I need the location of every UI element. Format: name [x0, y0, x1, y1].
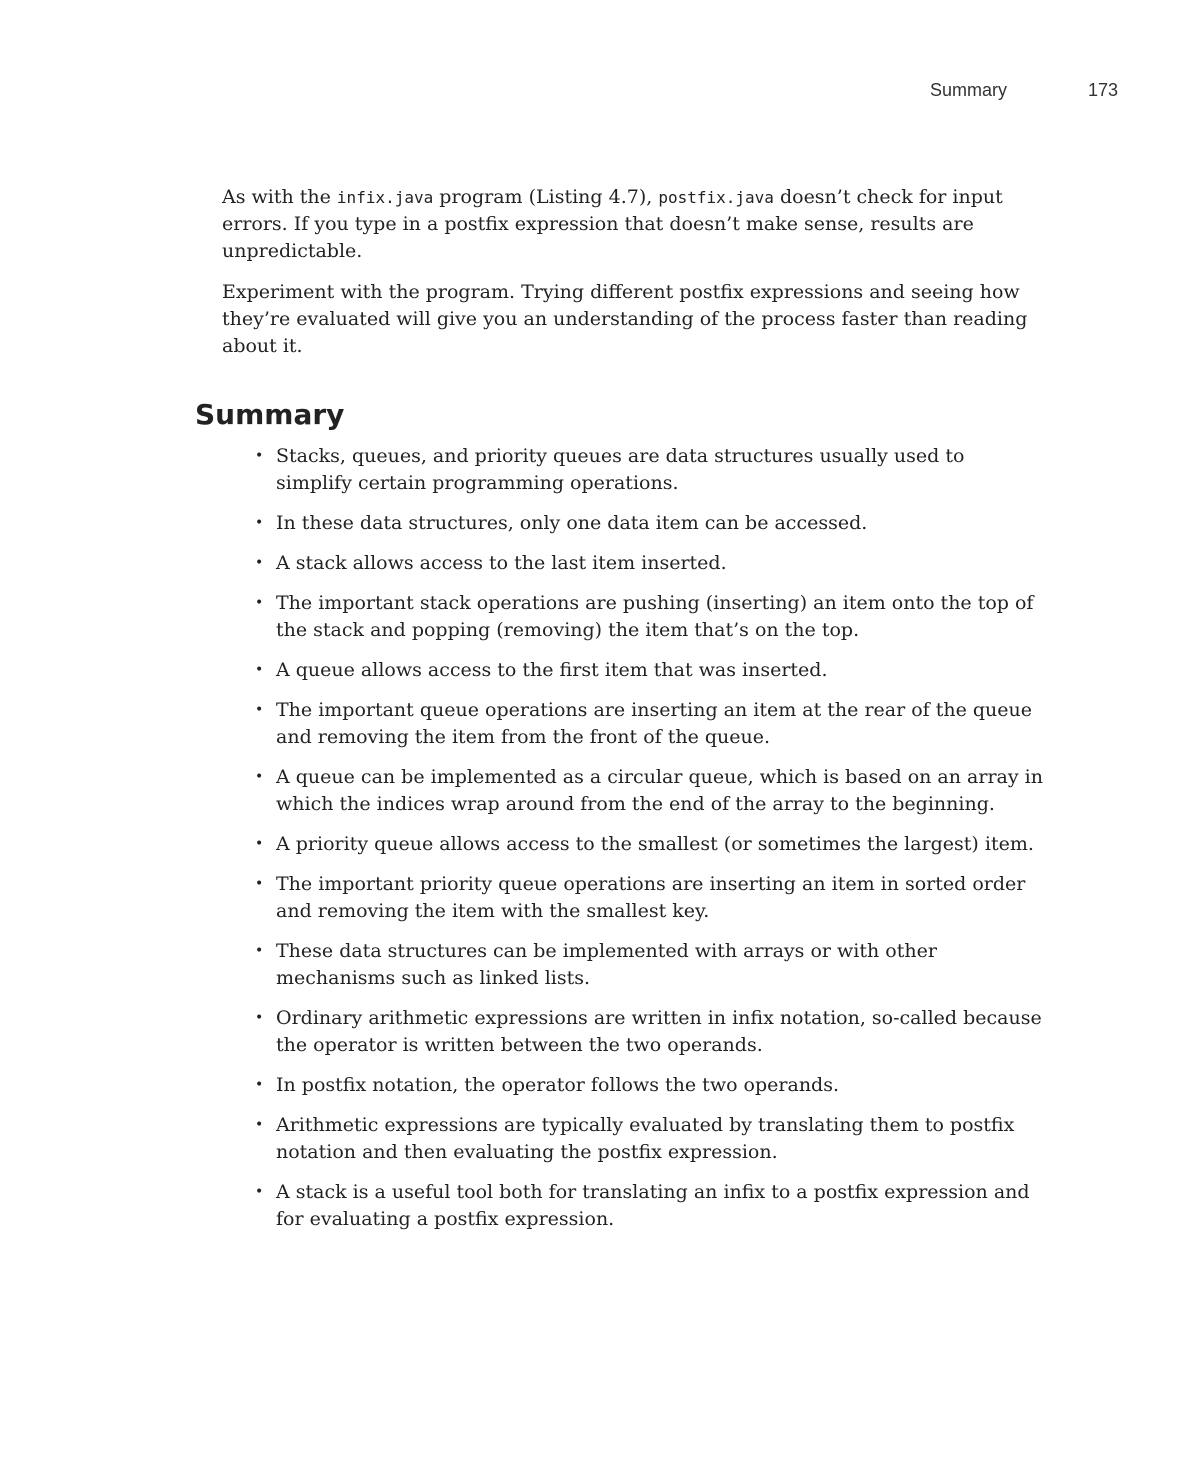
list-item: [255, 443, 1045, 497]
bullet-icon: •: [255, 702, 264, 718]
list-item-text: In postfix notation, the operator follows the two operands.: [276, 1074, 840, 1096]
list-item-text: A queue can be implemented as a circular queue, which is based on an array in which the indices wrap around from the end of the array to the beginning.: [276, 766, 1043, 815]
list-item: [255, 510, 1045, 537]
list-item: [255, 550, 1045, 577]
bullet-icon: •: [255, 1184, 264, 1200]
bullet-icon: •: [255, 555, 264, 571]
bullet-icon: •: [255, 836, 264, 852]
page-number: 173: [1088, 80, 1119, 100]
list-item-text: Arithmetic expressions are typically evaluated by translating them to postfix notation and then evaluating the postfix expression.: [276, 1114, 1015, 1163]
list-item: [255, 697, 1045, 751]
list-item-text: A priority queue allows access to the smallest (or sometimes the largest) item.: [276, 833, 1034, 855]
list-item-text: The important queue operations are inserting an item at the rear of the queue and removing the item from the front of the queue.: [276, 699, 1033, 748]
code-infix-java: infix.java: [336, 188, 434, 207]
list-item-text: A stack allows access to the last item inserted.: [276, 552, 727, 574]
list-item-text: Ordinary arithmetic expressions are written in infix notation, so-called because the operator is written between the two operands.: [276, 1007, 1042, 1056]
list-item-text: A stack is a useful tool both for translating an infix to a postfix expression and for evaluating a postfix expression.: [276, 1181, 1030, 1230]
bullet-icon: •: [255, 1117, 264, 1133]
bullet-icon: •: [255, 943, 264, 959]
intro-paragraph-1: [222, 184, 1042, 265]
list-item-text: The important stack operations are pushing (inserting) an item onto the top of the stack and popping (removing) the item that’s on the top.: [276, 592, 1034, 641]
intro-text: [222, 184, 1042, 374]
code-postfix-java: postfix.java: [658, 188, 774, 207]
bullet-icon: •: [255, 1077, 264, 1093]
summary-list: [255, 443, 1045, 1246]
bullet-icon: •: [255, 662, 264, 678]
list-item-text: A queue allows access to the first item that was inserted.: [276, 659, 828, 681]
running-head: [0, 80, 1200, 104]
list-item: [255, 657, 1045, 684]
bullet-icon: •: [255, 769, 264, 785]
bullet-icon: •: [255, 876, 264, 892]
section-heading: Summary: [195, 398, 345, 431]
list-item-text: In these data structures, only one data item can be accessed.: [276, 512, 868, 534]
intro-p1-text-2: program (Listing 4.7),: [433, 186, 659, 208]
bullet-icon: •: [255, 595, 264, 611]
list-item-text: These data structures can be implemented with arrays or with other mechanisms such as linked lists.: [276, 940, 937, 989]
intro-p1-text-3: doesn’t check for input errors. If you type in a postfix expression that doesn’t make sense, results are unpredictable.: [222, 186, 1003, 262]
list-item: [255, 1072, 1045, 1099]
list-item: [255, 831, 1045, 858]
list-item: [255, 871, 1045, 925]
intro-paragraph-2: Experiment with the program. Trying different postfix expressions and seeing how they’re evaluated will give you an understanding of the process faster than reading about it.: [222, 281, 1028, 357]
list-item: [255, 1005, 1045, 1059]
bullet-icon: •: [255, 1010, 264, 1026]
intro-p1-text-1: As with the: [222, 186, 337, 208]
list-item: [255, 1179, 1045, 1233]
list-item-text: The important priority queue operations are inserting an item in sorted order and removing the item with the smallest key.: [276, 873, 1026, 922]
running-head-section: Summary: [930, 80, 1008, 100]
list-item: [255, 1112, 1045, 1166]
list-item: [255, 938, 1045, 992]
list-item: [255, 590, 1045, 644]
bullet-icon: •: [255, 448, 264, 464]
bullet-icon: •: [255, 515, 264, 531]
list-item-text: Stacks, queues, and priority queues are data structures usually used to simplify certain programming operations.: [276, 445, 965, 494]
list-item: [255, 764, 1045, 818]
